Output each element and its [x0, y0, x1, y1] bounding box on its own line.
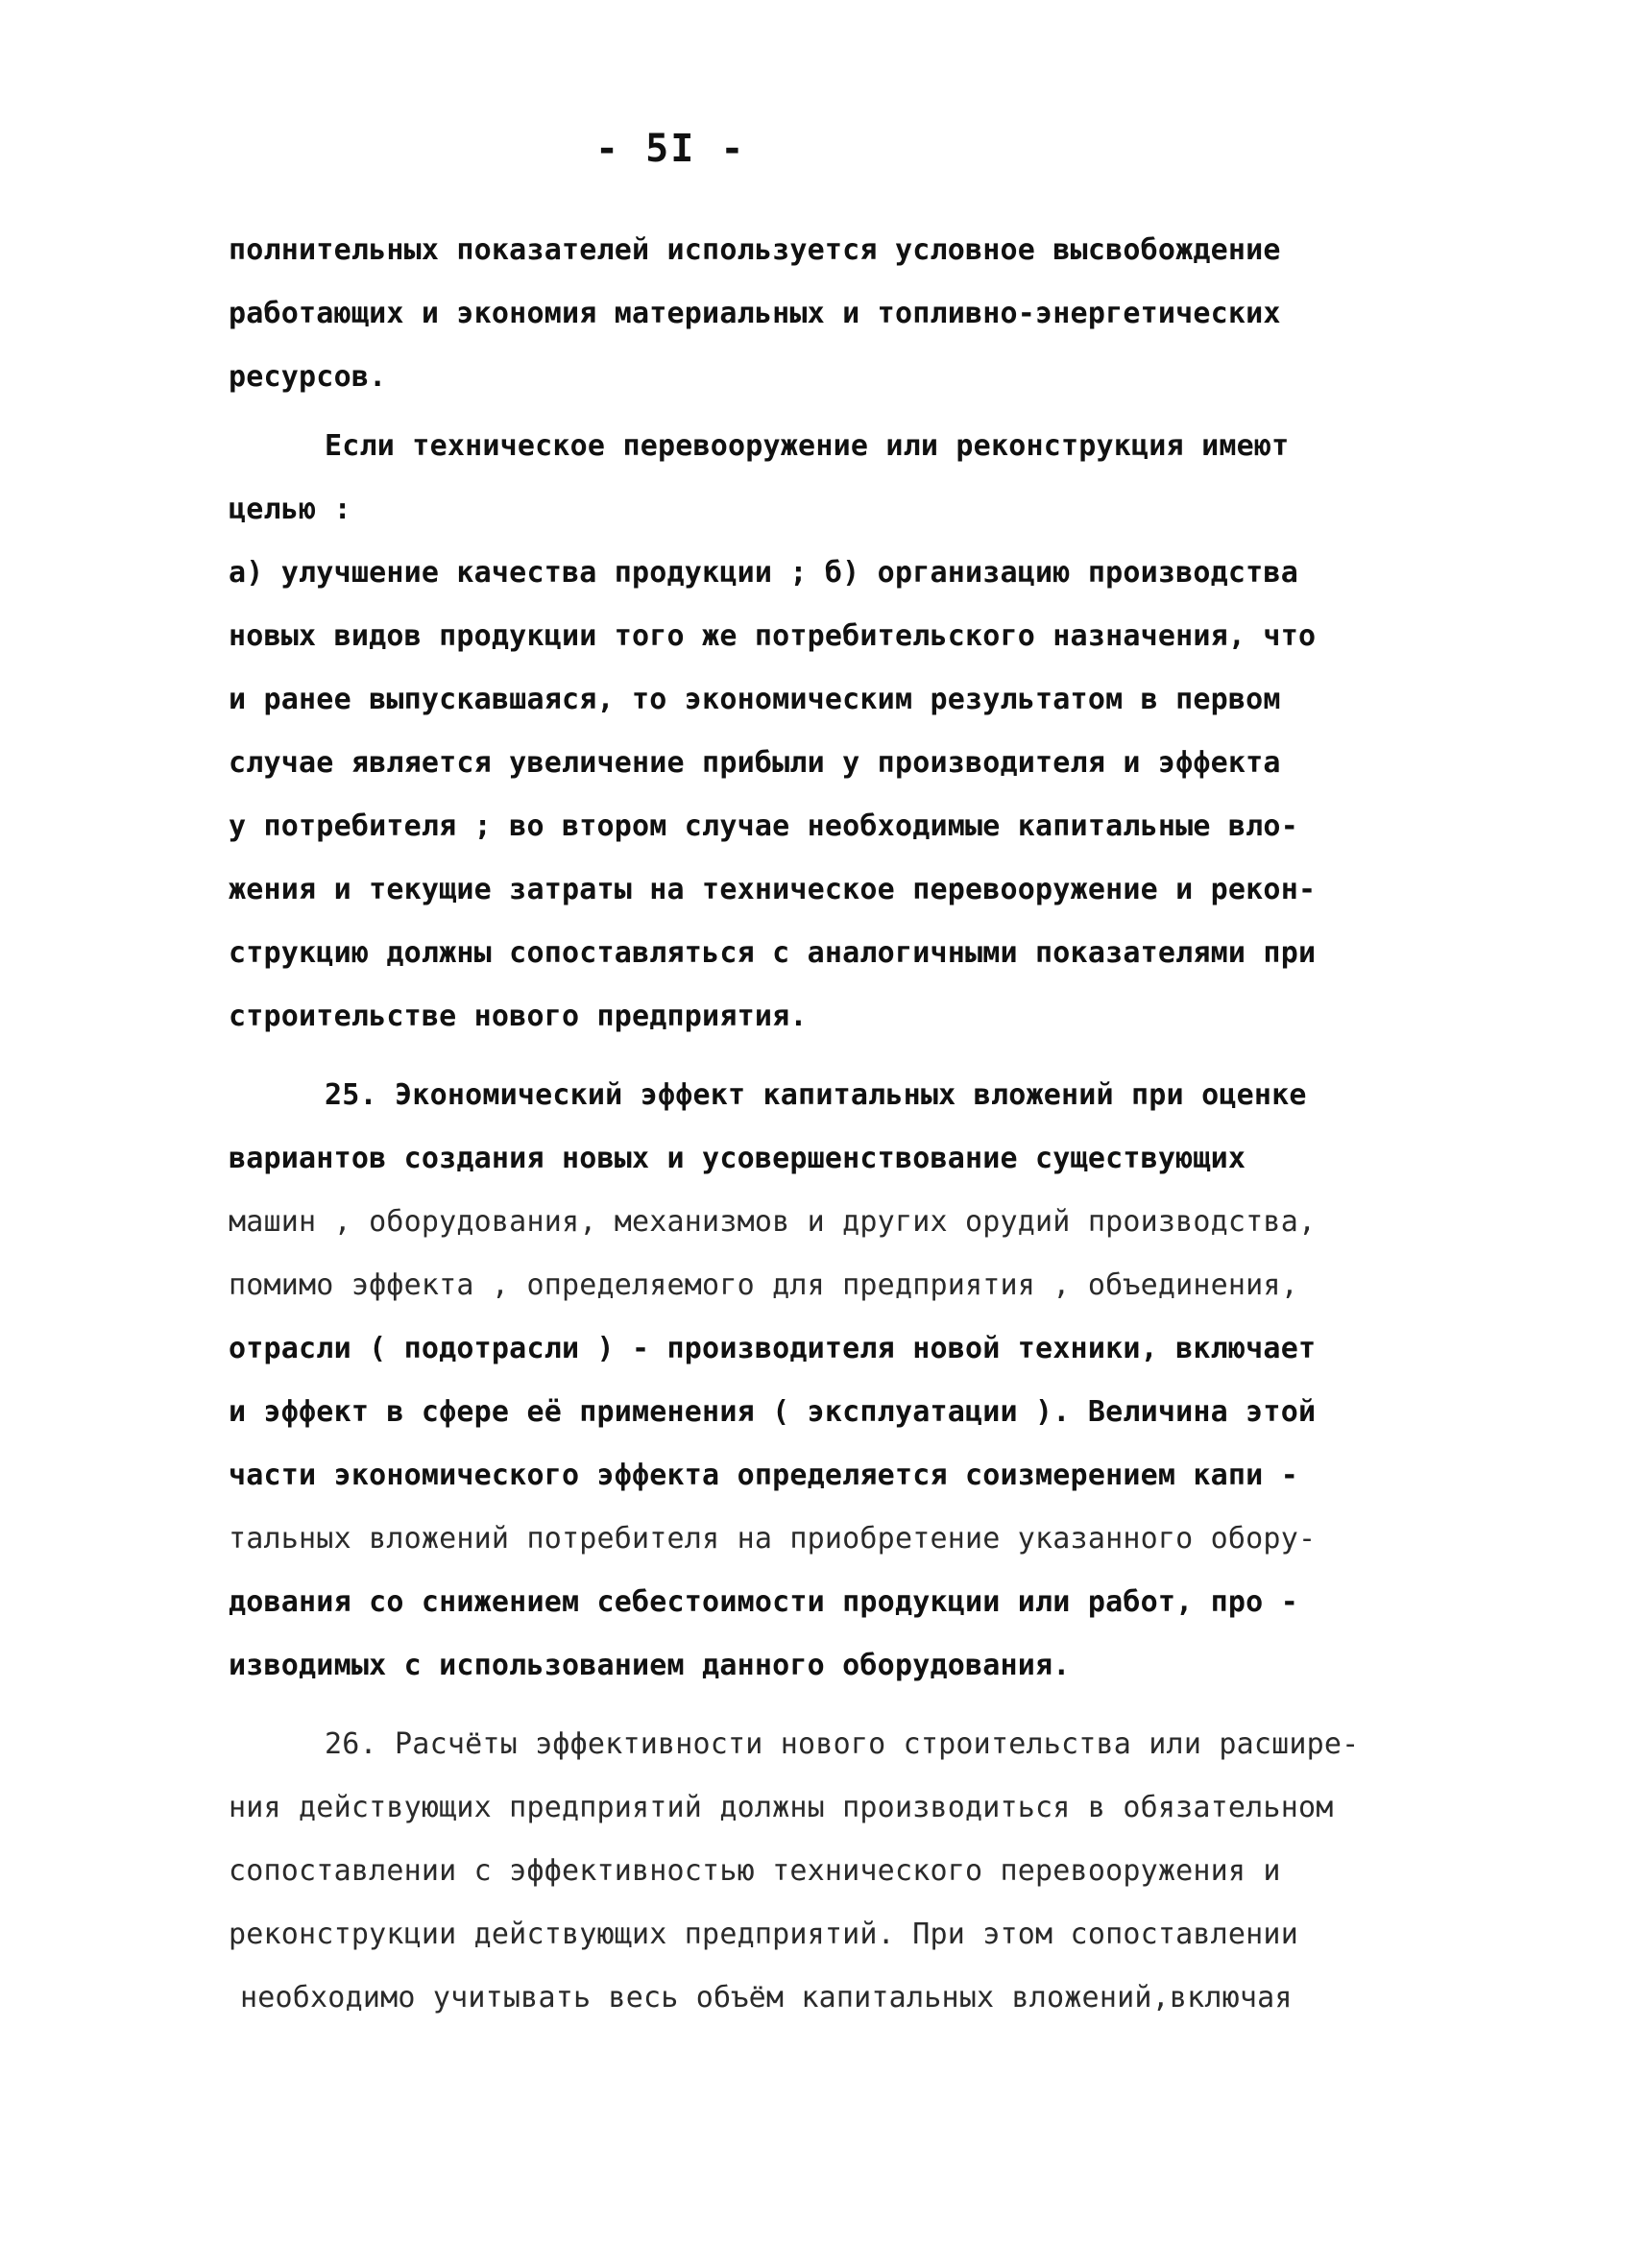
text-line: сопоставлении с эффективностью технического перевооружения и — [229, 1854, 1281, 1888]
text-line: машин , оборудования, механизмов и других орудий производства, — [229, 1205, 1317, 1239]
text-line: случае является увеличение прибыли у производителя и эффекта — [229, 746, 1281, 780]
text-line: ния действующих предприятий должны производиться в обязательном — [229, 1791, 1334, 1824]
text-line: новых видов продукции того же потребительского назначения, что — [229, 619, 1317, 653]
text-line: отрасли ( подотрасли ) - производителя новой техники, включает — [229, 1332, 1317, 1365]
text-line: помимо эффекта , определяемого для предприятия , объединения, — [229, 1268, 1298, 1302]
text-line: 26. Расчёты эффективности нового строительства или расшире- — [325, 1727, 1360, 1761]
text-line: а) улучшение качества продукции ; б) организацию производства — [229, 556, 1298, 590]
text-line: изводимых с использованием данного оборудования. — [229, 1649, 1071, 1682]
text-line: и ранее выпускавшаяся, то экономическим результатом в первом — [229, 683, 1281, 716]
paragraph-4 — [229, 1713, 1467, 2030]
text-line: 25. Экономический эффект капитальных вложений при оценке — [325, 1078, 1307, 1112]
text-line: целью : — [229, 493, 351, 526]
text-line: необходимо учитывать весь объём капитальных вложений,включая — [240, 1981, 1293, 2015]
text-line: жения и текущие затраты на техническое перевооружение и рекон- — [229, 873, 1317, 906]
text-line: и эффект в сфере её применения ( эксплуатации ). Величина этой — [229, 1395, 1317, 1429]
page-number: - 5I - — [595, 127, 746, 171]
paragraph-1 — [229, 219, 1467, 409]
text-line: полнительных показателей используется условное высвобождение — [229, 233, 1281, 267]
text-line: строительстве нового предприятия. — [229, 1000, 808, 1033]
text-line: реконструкции действующих предприятий. При этом сопоставлении — [229, 1918, 1298, 1951]
text-line: вариантов создания новых и усовершенствование существующих — [229, 1142, 1246, 1175]
text-line: работающих и экономия материальных и топливно-энергетических — [229, 297, 1281, 330]
text-line: у потребителя ; во втором случае необходимые капитальные вло- — [229, 809, 1298, 843]
text-line: тальных вложений потребителя на приобретение указанного обору- — [229, 1522, 1317, 1556]
paragraph-2 — [229, 415, 1467, 1049]
text-line: струкцию должны сопоставляться с аналогичными показателями при — [229, 936, 1317, 970]
text-line: Если техническое перевооружение или реконструкция имеют — [325, 429, 1290, 463]
paragraph-3 — [229, 1064, 1467, 1698]
text-line: части экономического эффекта определяется соизмерением капи - — [229, 1459, 1298, 1492]
text-line: ресурсов. — [229, 360, 387, 394]
text-line: дования со снижением себестоимости продукции или работ, про - — [229, 1585, 1298, 1619]
